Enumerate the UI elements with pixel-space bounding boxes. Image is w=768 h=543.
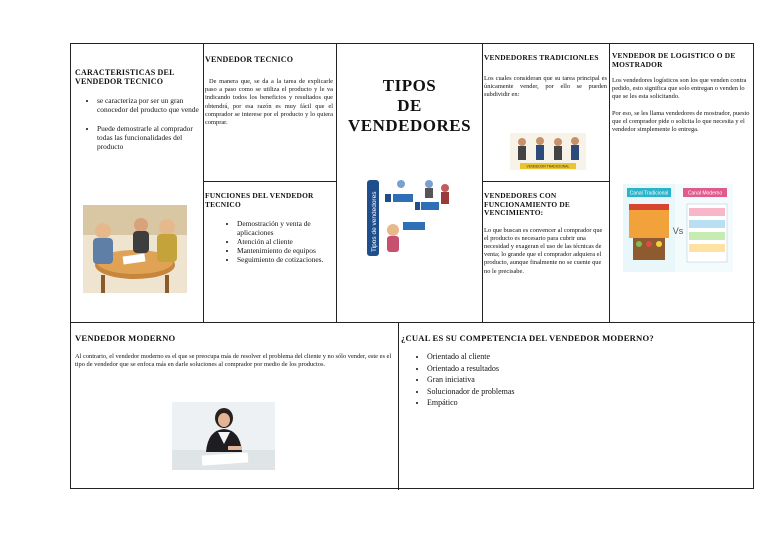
logistico-text-1: Los vendedores logísticos son los que venden contra pedido, esto significa que solo entregan o venden lo que se les esta solicitando.	[612, 77, 747, 101]
title-line-3: VENDEDORES	[347, 116, 472, 135]
list-item: • Seguimiento de cotizaciones.	[237, 255, 333, 264]
competencia-title: ¿CUAL ES SU COMPETENCIA DEL VENDEDOR MODERNO?	[401, 334, 654, 343]
canal-comparison-image	[623, 184, 733, 272]
tipos-diagram-image	[365, 178, 461, 258]
poster-frame	[70, 43, 754, 489]
list-item: • Orientado a resultados	[427, 363, 751, 375]
title-line-1: TIPOS	[382, 76, 437, 95]
caracteristicas-title: CARACTERISTICAS DEL VENDEDOR TECNICO	[75, 68, 175, 86]
businesswoman-image	[172, 402, 275, 470]
list-item: • Puede demostrarle al comprador todas las funcionalidades del producto	[97, 124, 199, 151]
list-item: • Mantenimiento de equipos	[237, 246, 333, 255]
list-item: • se caracteriza por ser un gran conocedor del producto que vende	[97, 96, 199, 114]
funcionamiento-text: Lo que buscan es convencer al comprador que el producto es necesario para cubrir una necesidad y exageran el uso de las técnicas de venta; lo grande que el comprador adquiera el producto, aunque finalmente no se cuente que no le precisabe.	[484, 226, 603, 275]
list-item: • Empático	[427, 397, 751, 409]
list-item: • Demostración y venta de aplicaciones	[237, 219, 333, 237]
meeting-illustration	[83, 205, 187, 293]
vs-label: Vs	[672, 226, 684, 236]
funciones-title: FUNCIONES DEL VENDEDOR TECNICO	[205, 192, 314, 209]
logistico-text-2: Por eso, se les llama vendedores de mostrador, puesto que el comprador pide o solicita lo que necesita y el vendedor simplemente lo entrega.	[612, 109, 750, 134]
competencia-list	[401, 351, 751, 409]
tradicionales-title: VENDEDORES TRADICIONLES	[484, 54, 599, 62]
list-item: • Orientado al cliente	[427, 351, 751, 363]
vendedor-tradicional-image	[510, 133, 586, 170]
logistico-title: VENDEDOR DE LOGISTICO O DE MOSTRADOR	[612, 52, 736, 69]
competencia-cell	[401, 334, 751, 488]
funciones-cell	[205, 192, 333, 320]
list-item: • Solucionador de problemas	[427, 386, 751, 398]
title-line-2: DE	[397, 96, 422, 115]
funcionamiento-cell	[484, 192, 607, 320]
divider	[482, 44, 483, 322]
divider	[482, 181, 609, 182]
caracteristicas-list	[75, 96, 199, 151]
divider	[203, 44, 204, 322]
vendedor-tecnico-title: VENDEDOR TECNICO	[205, 55, 294, 64]
list-item: • Atención al cliente	[237, 237, 333, 246]
diagram-vertical-label: Tipos de vendedores	[371, 191, 378, 252]
divider	[609, 44, 610, 322]
divider	[71, 322, 755, 323]
divider	[203, 181, 336, 182]
canal-right-label: Canal Moderno	[687, 190, 723, 197]
vendedor-tecnico-text: De manera que, se da a la tarea de explicarle paso a paso como se utiliza el producto y le va indicando todos los beneficios y resultados que obtendrá, por esa razón es muy fácil que el comprador se interese por el producto y lo quiera comprar.	[205, 78, 333, 127]
moderno-text: Al contrario, el vendedor moderno es el que se preocupa más de resolver el problema del cliente y no sólo vender, este es el tipo de vendedor que se enfoca más en darle soluciones al comprador por medio de los productos.	[75, 353, 392, 369]
moderno-title: VENDEDOR MODERNO	[75, 334, 176, 343]
funciones-list	[205, 219, 333, 264]
caracteristicas-cell	[75, 68, 199, 320]
tradicionales-text: Los cuales consideran que su tarea principal es únicamente vender, por ello se pueden subdividir en:	[484, 74, 607, 98]
image-caption: VENDEDOR TRADICIONAL	[526, 164, 570, 169]
divider	[398, 322, 399, 490]
funcionamiento-title: VENDEDORES CON FUNCIONAMIENTO DE VENCIMIENTO:	[484, 192, 571, 217]
list-item: • Gran iniciativa	[427, 374, 751, 386]
main-title	[337, 76, 482, 146]
canal-left-label: Canal Tradicional	[629, 190, 669, 197]
vendedor-tecnico-cell	[205, 55, 333, 179]
